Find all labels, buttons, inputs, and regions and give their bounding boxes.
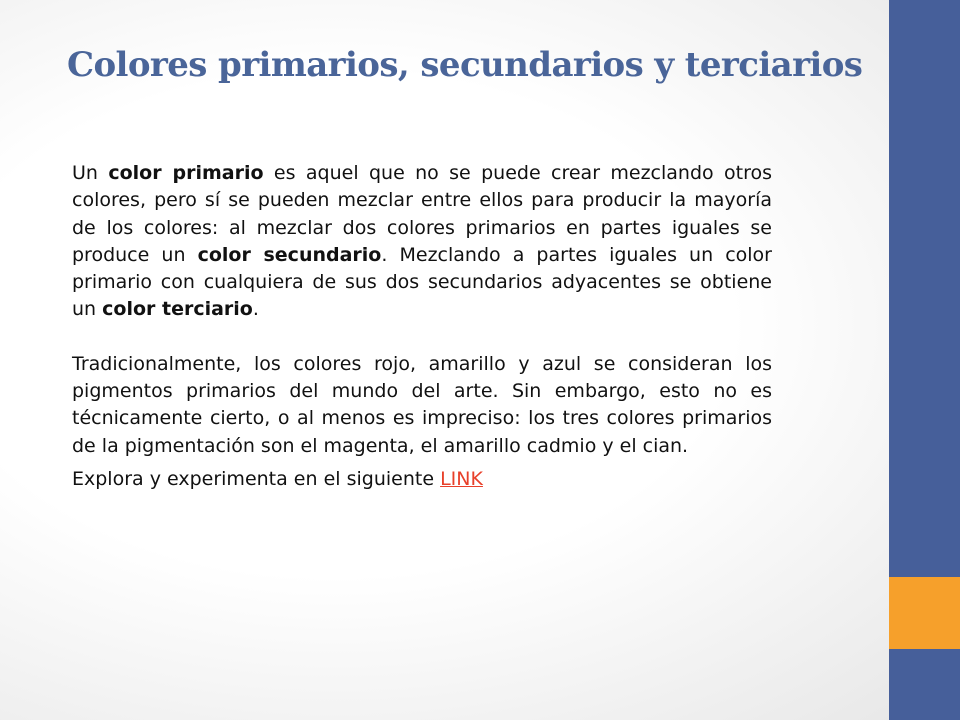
text-segment: Un [72, 162, 109, 184]
link-anchor[interactable]: LINK [440, 467, 483, 490]
side-bar [889, 0, 960, 720]
side-bar-top-segment [889, 0, 960, 577]
paragraph-explore [72, 466, 772, 493]
paragraph-primary-colors [72, 160, 772, 324]
term-color-secundario: color secundario [197, 243, 382, 266]
side-bar-bottom-segment [889, 649, 960, 720]
slide-body [72, 160, 772, 493]
text-segment: es aquel que no se puede crear mezclando otros colores, pero sí se pueden mezclar entre ellos para producir la mayoría de los colores: al mezclar dos colores primarios en partes iguales se produce un [72, 162, 772, 266]
paragraph-traditional-pigments: Tradicionalmente, los colores rojo, amarillo y azul se consideran los pigmentos primarios del mundo del arte. Sin embargo, esto no es técnicamente cierto, o al menos es impreciso: los tres colores primarios de la pigmentación son el magenta, el amarillo cadmio y el cian. [72, 352, 772, 457]
explore-text: Explora y experimenta en el siguiente [72, 467, 441, 490]
term-color-terciario: color terciario [102, 298, 253, 321]
text-segment: . Mezclando a partes iguales un color primario con cualquiera de sus dos secundarios adyacentes se obtiene un [72, 243, 772, 321]
text-segment: . [252, 298, 259, 321]
slide-title: Colores primarios, secundarios y terciarios [67, 45, 863, 85]
term-color-primario: color primario [108, 162, 264, 184]
side-bar-accent-segment [889, 577, 960, 649]
